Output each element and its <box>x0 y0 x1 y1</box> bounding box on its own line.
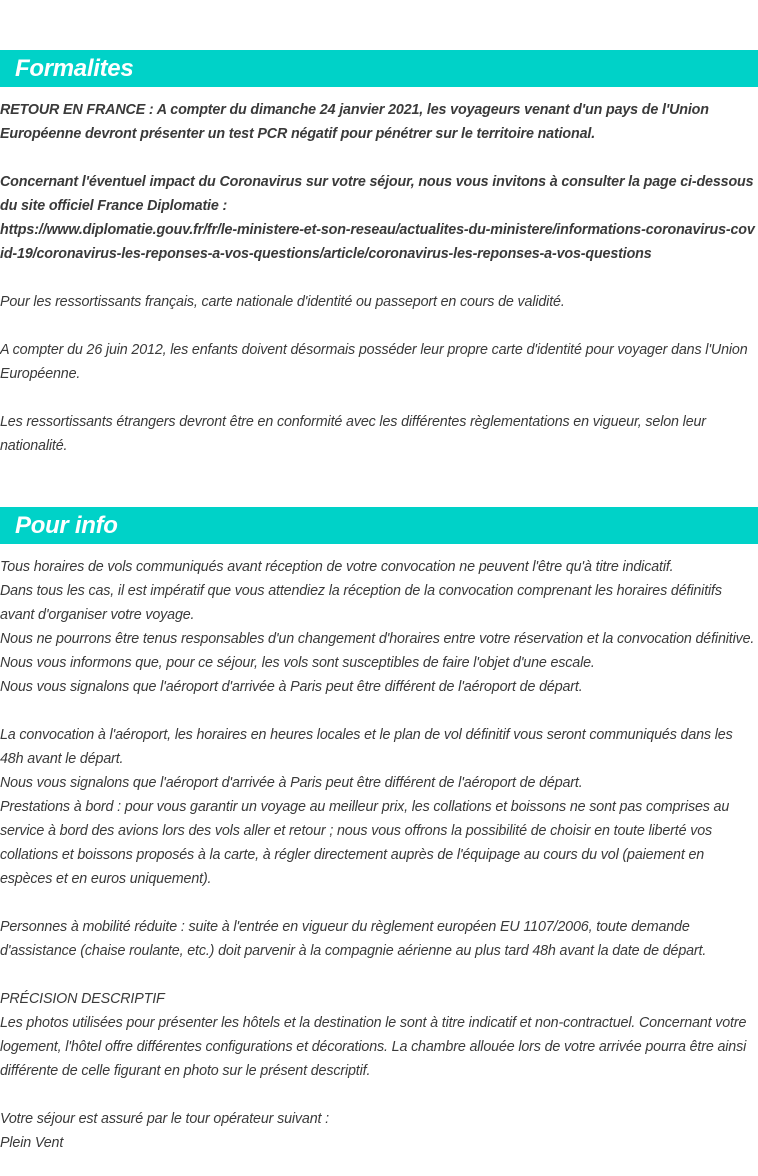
ressortissants-etrangers-text: Les ressortissants étrangers devront être en conformité avec les différentes règlementations en vigueur, selon leur nationalité. <box>0 414 706 454</box>
ressortissants-francais-text: Pour les ressortissants français, carte nationale d'identité ou passeport en cours de validité. <box>0 294 565 310</box>
formalites-content <box>0 98 758 458</box>
enfants-text: A compter du 26 juin 2012, les enfants doivent désormais posséder leur propre carte d'identité pour voyager dans l'Union Européenne. <box>0 342 748 382</box>
diplomatie-link[interactable]: https://www.diplomatie.gouv.fr/fr/le-ministere-et-son-reseau/actualites-du-ministere/informations-coronavirus-covid-19/coronavirus-les-reponses-a-vos-questions/article/coronavirus-les-reponses-a-vos-questions <box>0 222 755 262</box>
info-line: Prestations à bord : pour vous garantir un voyage au meilleur prix, les collations et boissons ne sont pas comprises au service à bord des avions lors des vols aller et retour ; nous vous offrons la possibilité de choisir en toute liberté vos collations et boissons proposés à la carte, à régler directement auprès de l'équipage au cours du vol (paiement en espèces et en euros uniquement). <box>0 799 730 887</box>
info-line: Nous vous signalons que l'aéroport d'arrivée à Paris peut être différent de l'aéroport de départ. <box>0 775 583 791</box>
pour-info-content <box>0 555 758 1155</box>
info-line: La convocation à l'aéroport, les horaires en heures locales et le plan de vol définitif vous seront communiqués dans les 48h avant le départ. <box>0 727 733 767</box>
coronavirus-text: Concernant l'éventuel impact du Coronavirus sur votre séjour, nous vous invitons à consulter la page ci-dessous du site officiel France Diplomatie : <box>0 174 754 214</box>
info-line: Dans tous les cas, il est impératif que vous attendiez la réception de la convocation comprenant les horaires définitifs avant d'organiser votre voyage. <box>0 583 722 623</box>
formalites-header <box>0 50 758 87</box>
precision-descriptif-title: PRÉCISION DESCRIPTIF <box>0 991 165 1007</box>
precision-descriptif-text: Les photos utilisées pour présenter les hôtels et la destination le sont à titre indicatif et non-contractuel. Concernant votre logement, l'hôtel offre différentes configurations et décorations. La chambre allouée lors de votre arrivée pourra être ainsi différente de celle figurant en photo sur le présent descriptif. <box>0 1015 747 1079</box>
tour-operateur-line: Votre séjour est assuré par le tour opérateur suivant : <box>0 1111 329 1127</box>
tour-operateur-name: Plein Vent <box>0 1135 64 1151</box>
info-line: Nous ne pourrons être tenus responsables d'un changement d'horaires entre votre réservation et la convocation définitive. <box>0 631 755 647</box>
pour-info-title: Pour info <box>15 511 118 539</box>
pour-info-header <box>0 507 758 544</box>
formalites-title: Formalites <box>15 54 134 82</box>
info-line: Nous vous informons que, pour ce séjour, les vols sont susceptibles de faire l'objet d'une escale. <box>0 655 595 671</box>
retour-en-france-text: RETOUR EN FRANCE : A compter du dimanche 24 janvier 2021, les voyageurs venant d'un pays de l'Union Européenne devront présenter un test PCR négatif pour pénétrer sur le territoire national. <box>0 102 709 142</box>
info-line: Tous horaires de vols communiqués avant réception de votre convocation ne peuvent l'être qu'à titre indicatif. <box>0 559 674 575</box>
info-line: Nous vous signalons que l'aéroport d'arrivée à Paris peut être différent de l'aéroport de départ. <box>0 679 583 695</box>
mobilite-reduite-text: Personnes à mobilité réduite : suite à l'entrée en vigueur du règlement européen EU 1107/2006, toute demande d'assistance (chaise roulante, etc.) doit parvenir à la compagnie aérienne au plus tard 48h avant la date de départ. <box>0 919 707 959</box>
